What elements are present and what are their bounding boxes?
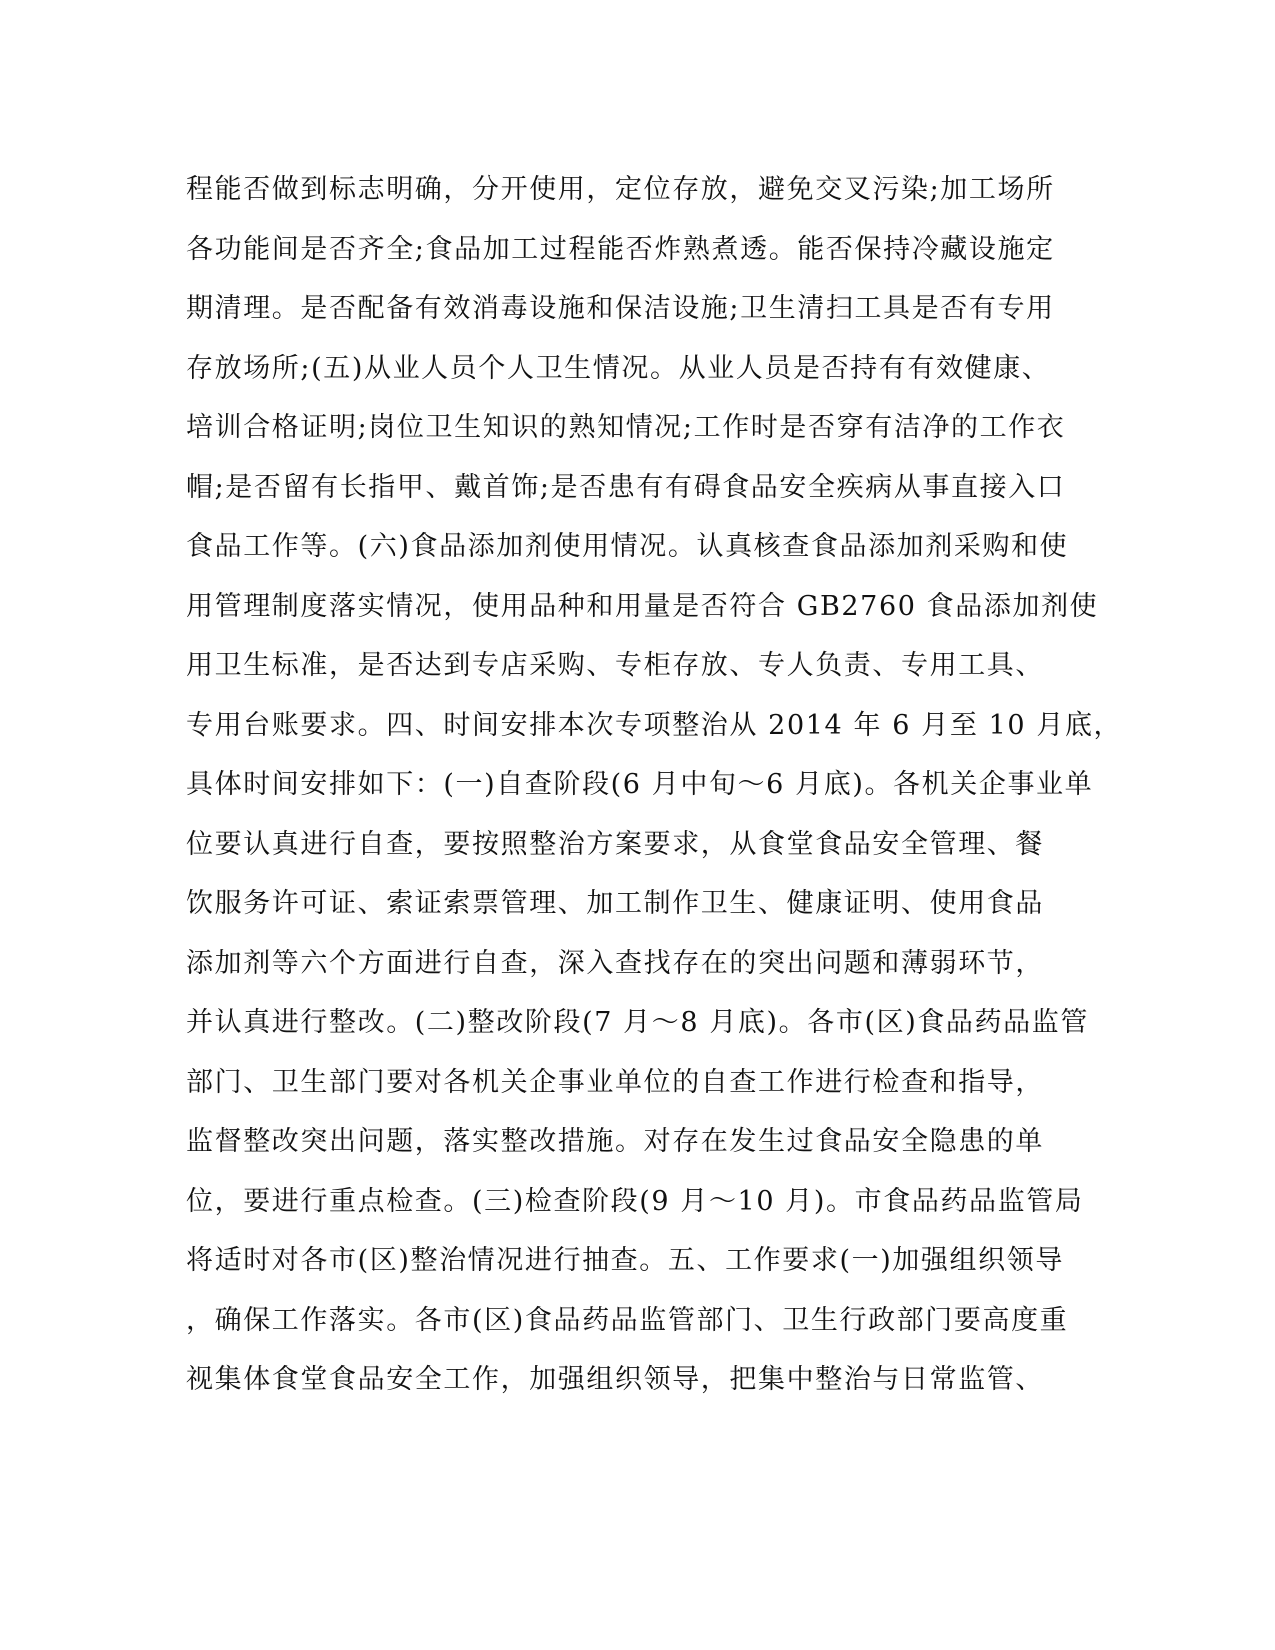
text-line: 程能否做到标志明确，分开使用，定位存放，避免交叉污染;加工场所 [186,174,1055,205]
text-line: 并认真进行整改。(二)整改阶段(7 月～8 月底)。各市(区)食品药品监管 [186,1007,1089,1038]
text-line: 视集体食堂食品安全工作，加强组织领导，把集中整治与日常监管、 [186,1364,1044,1395]
text-line: 用管理制度落实情况，使用品种和用量是否符合 GB2760 食品添加剂使 [186,590,1099,622]
text-line: 培训合格证明;岗位卫生知识的熟知情况;工作时是否穿有洁净的工作衣 [186,412,1066,443]
body-text [186,160,1123,1410]
text-line: 专用台账要求。四、时间安排本次专项整治从 2014 年 6 月至 10 月底， [186,709,1123,741]
text-line: 位要认真进行自查，要按照整治方案要求，从食堂食品安全管理、餐 [186,828,1044,860]
text-line: 监督整改突出问题，落实整改措施。对存在发生过食品安全隐患的单 [186,1126,1044,1157]
text-line: 位，要进行重点检查。(三)检查阶段(9 月～10 月)。市食品药品监管局 [186,1185,1084,1217]
text-line: 帽;是否留有长指甲、戴首饰;是否患有有碍食品安全疾病从事直接入口 [186,471,1066,503]
text-line: 用卫生标准，是否达到专店采购、专柜存放、专人负责、专用工具、 [186,650,1044,681]
text-line: 将适时对各市(区)整治情况进行抽查。五、工作要求(一)加强组织领导 [186,1245,1064,1276]
text-line: ，确保工作落实。各市(区)食品药品监管部门、卫生行政部门要高度重 [186,1304,1069,1336]
text-line: 期清理。是否配备有效消毒设施和保洁设施;卫生清扫工具是否有专用 [186,293,1055,324]
text-line: 具体时间安排如下：(一)自查阶段(6 月中旬～6 月底)。各机关企事业单 [186,769,1094,800]
text-line: 食品工作等。(六)食品添加剂使用情况。认真核查食品添加剂采购和使 [186,531,1069,562]
text-line: 添加剂等六个方面进行自查，深入查找存在的突出问题和薄弱环节， [186,947,1044,979]
text-line: 各功能间是否齐全;食品加工过程能否炸熟煮透。能否保持冷藏设施定 [186,233,1055,265]
text-line: 饮服务许可证、索证索票管理、加工制作卫生、健康证明、使用食品 [186,888,1044,919]
text-line: 存放场所;(五)从业人员个人卫生情况。从业人员是否持有有效健康、 [186,352,1051,384]
text-line: 部门、卫生部门要对各机关企事业单位的自查工作进行检查和指导， [186,1066,1044,1098]
